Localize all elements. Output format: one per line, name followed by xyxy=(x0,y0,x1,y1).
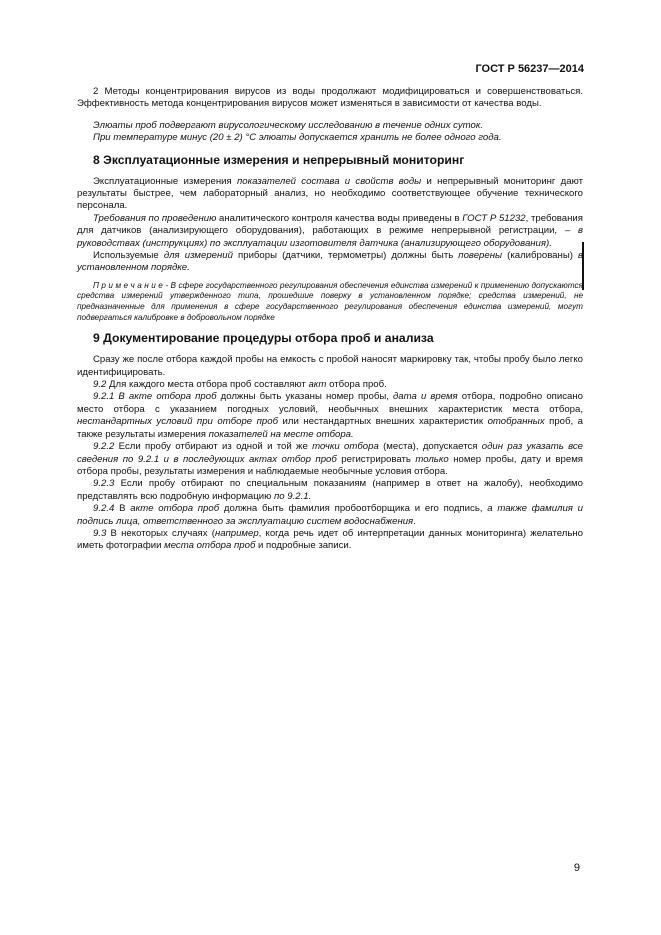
text-run: регистрировать xyxy=(336,453,416,465)
text-run: и подробные записи. xyxy=(255,540,352,552)
text-run-italic: 9.2.1 В акте отбора проб xyxy=(93,391,217,403)
clause-9-2-3 xyxy=(77,478,583,503)
clause-9-2-4 xyxy=(77,503,583,528)
eluate-line-2: При температуре минус (20 ± 2) °С элюаты допускается хранить не более одного года. xyxy=(93,132,502,144)
clause-number: 9.2.3 xyxy=(93,478,115,490)
text-run: или нестандартных внешних характеристик xyxy=(277,416,488,428)
section-9-heading: 9 Документирование процедуры отбора проб и анализа xyxy=(93,331,434,346)
section-8-paragraph-1 xyxy=(77,176,583,213)
text-run-italic: акте отбора проб xyxy=(130,503,220,515)
text-run-italic: нестандартных условий при отборе проб xyxy=(77,416,278,428)
text-run: Эксплуатационные измерения xyxy=(93,175,237,187)
note-label: П р и м е ч а н и е xyxy=(93,280,163,290)
text-run-italic: один раз указать все сведения по 9.2.1 и в последующих актах отбор проб xyxy=(77,441,584,465)
clause-9-3 xyxy=(77,528,583,553)
text-run-italic: показателей состава и свойств воды xyxy=(236,175,422,187)
clause-number: 9.2 xyxy=(93,379,107,391)
text-run-italic: в руководствах (инструкциях) по эксплуатации изготовителя датчика (анализирующего оборудования). xyxy=(77,225,583,249)
clause-9-2 xyxy=(77,379,583,391)
text-run: Используемые xyxy=(93,250,164,262)
clause-9-2-1 xyxy=(77,391,583,441)
text-run-italic: например xyxy=(214,527,259,539)
standard-reference: ГОСТ Р 51232 xyxy=(462,212,526,224)
note-text: - В сфере государственного регулирования обеспечения единства измерений к применению допускаются средства измерений утвержденного типа, прошедшие поверку в установленном порядке; средства измерений, не предназначенные для применения в сфере государственного регулирования обеспечения единства измерений, могут подвергаться калибровке в добровольном порядке xyxy=(77,280,583,322)
eluate-line-1: Элюаты проб подвергают вирусологическому исследованию в течение одних суток. xyxy=(93,119,484,131)
text-run-italic: по 9.2.1. xyxy=(273,490,312,502)
standard-designation: ГОСТ Р 56237—2014 xyxy=(475,63,584,75)
text-run-italic: отобранных xyxy=(487,416,545,428)
text-run: отбора, подробно описано место отбора с указанием погодных условий, необычных внешних характеристик места отбора, xyxy=(77,391,584,415)
section-8-paragraph-3 xyxy=(77,250,583,275)
text-run: и непрерывный мониторинг дают результаты быстрее, чем лабораторный анализ, но необходимо соответствующее обучение технического персонала. xyxy=(77,175,583,212)
text-run: аналитического контроля качества воды приведены в xyxy=(216,212,463,224)
text-run-italic: акт xyxy=(308,379,327,391)
text-run: Если пробу отбирают по специальным показаниям (например в ответ на жалобу), необходимо представлять всю подробную информацию xyxy=(77,478,583,502)
section-9-paragraph-1: Сразу же после отбора каждой пробы на емкость с пробой наносят маркировку так, чтобы пробу было легко идентифицировать. xyxy=(77,354,583,378)
text-run: (калиброваны) xyxy=(502,250,578,262)
text-run: проб, а также результаты измерения xyxy=(77,416,583,440)
text-run-italic: Требования по проведению xyxy=(93,212,217,224)
clause-number: 9.2.2 xyxy=(93,441,115,453)
section-8-heading: 8 Эксплуатационные измерения и непрерывный мониторинг xyxy=(93,152,465,167)
clause-9-2-2 xyxy=(77,441,583,478)
note-2: 2 Методы концентрирования вирусов из воды продолжают модифицироваться и совершенствоваться. Эффективность метода концентрирования вирусов может изменяться в зависимости от качества воды. xyxy=(77,86,583,110)
text-run: приборы (датчики, термометры) должны быть xyxy=(232,250,459,262)
text-run: . xyxy=(413,515,416,527)
clause-number: 9.3 xyxy=(93,527,107,539)
text-run: Если пробу отбирают из одной и той же xyxy=(114,441,313,453)
text-run: В xyxy=(114,503,131,515)
text-run: должны быть указаны номер пробы, xyxy=(216,391,393,403)
text-run: Для каждого места отбора проб составляют xyxy=(106,379,309,391)
text-run-italic: точки отбора xyxy=(312,441,379,453)
text-run: , когда речь идет об интерпретации данных мониторинга) желательно иметь фотографии xyxy=(77,527,583,552)
text-run-italic: места отбора проб xyxy=(164,540,256,552)
text-run: должна быть фамилия пробоотборщика и его подпись, xyxy=(219,503,488,515)
text-run-italic: дата и время xyxy=(392,391,458,403)
clause-number: 9.2.4 xyxy=(93,503,115,515)
page-number: 9 xyxy=(573,862,580,874)
text-run-italic: показателей на месте отбора. xyxy=(208,428,354,440)
text-run: номер пробы, дату и время отбора пробы, результаты измерения и наблюдаемые необычные условия отбора. xyxy=(77,453,583,477)
text-run-italic: в установленном порядке. xyxy=(77,250,583,274)
text-run-italic: поверены xyxy=(458,250,503,262)
section-8-paragraph-2 xyxy=(77,213,583,250)
text-run: , требования для датчиков (анализирующего оборудования), работающих в режиме непрерывной регистрации, – xyxy=(77,212,583,237)
text-run: В некоторых случаях ( xyxy=(106,527,215,539)
text-run-italic: только xyxy=(415,453,449,465)
document-body xyxy=(77,86,583,553)
text-run-italic: для измерений xyxy=(163,250,233,262)
text-run-italic: а также фамилия и подпись лица, ответственного за эксплуатацию систем водоснабжения xyxy=(77,503,583,527)
text-run: отбора проб. xyxy=(326,379,387,391)
text-run: (места), допускается xyxy=(378,441,482,453)
section-8-note xyxy=(77,281,583,323)
